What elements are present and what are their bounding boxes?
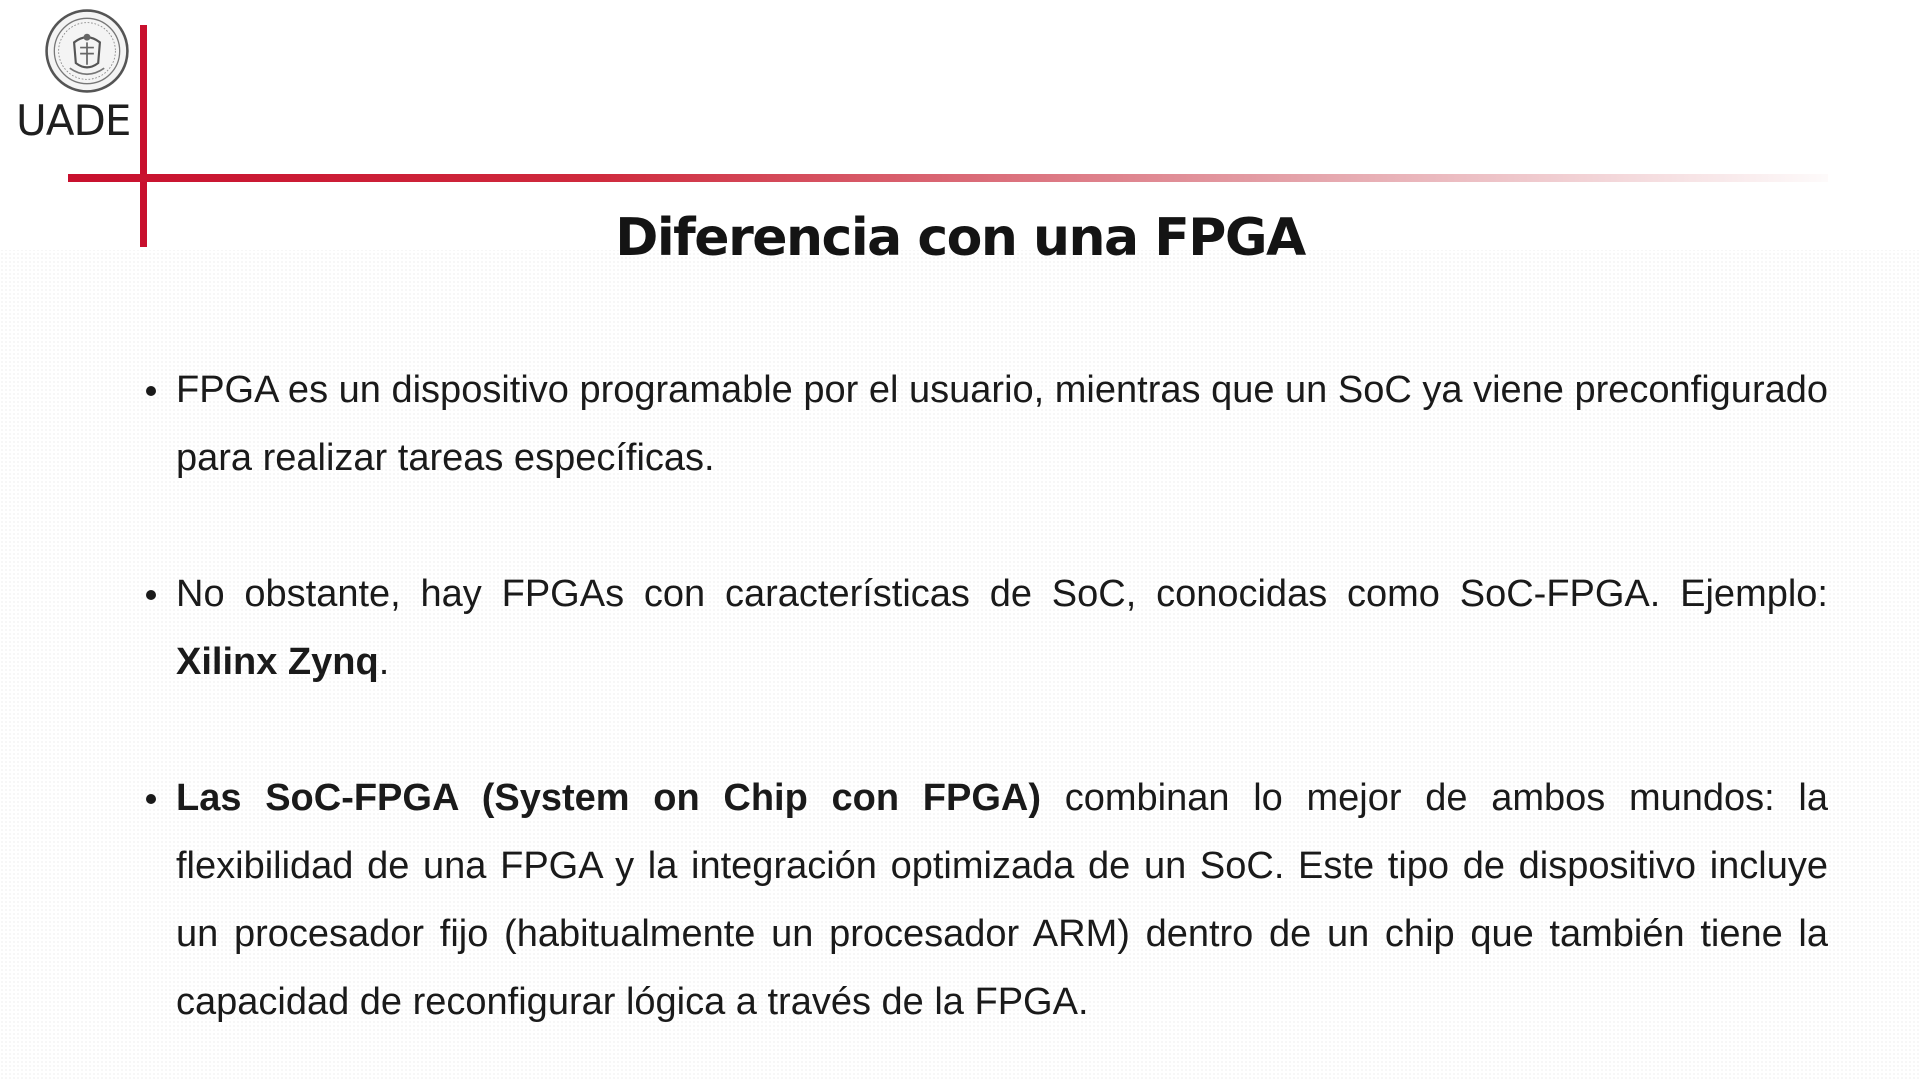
bullet-list <box>176 356 1828 1036</box>
bullet-text: No obstante, hay FPGAs con características de SoC, conocidas como SoC-FPGA. Ejemplo: <box>176 573 1828 615</box>
bullet-bold-text: Xilinx Zynq <box>176 641 379 683</box>
bullet-dot-icon <box>146 590 156 600</box>
logo-wordmark: UADE <box>16 96 131 145</box>
bullet-dot-icon <box>146 794 156 804</box>
bullet-item <box>176 764 1828 1036</box>
bullet-item <box>176 560 1828 696</box>
bullet-item <box>176 356 1828 492</box>
bullet-text-end: . <box>378 641 390 683</box>
uade-logo <box>16 8 134 148</box>
slide-title: Diferencia con una FPGA <box>615 208 1305 268</box>
bullet-bold-text: Las SoC-FPGA (System on Chip con FPGA) <box>176 777 1042 819</box>
university-seal-icon <box>44 8 130 94</box>
bullet-dot-icon <box>146 386 156 396</box>
bullet-text: combinan lo mejor de ambos mundos: la flexibilidad de una FPGA y la integración optimizada de un SoC. Este tipo de dispositivo incluye un procesador fijo (habitualmente un procesador ARM) dentro de un chip que también tiene la capacidad de reconfigurar lógica a través de la FPGA. <box>176 777 1828 1023</box>
accent-horizontal-line <box>68 174 1828 182</box>
bullet-text: FPGA es un dispositivo programable por el usuario, mientras que un SoC ya viene preconfigurado para realizar tareas específicas. <box>176 369 1828 479</box>
